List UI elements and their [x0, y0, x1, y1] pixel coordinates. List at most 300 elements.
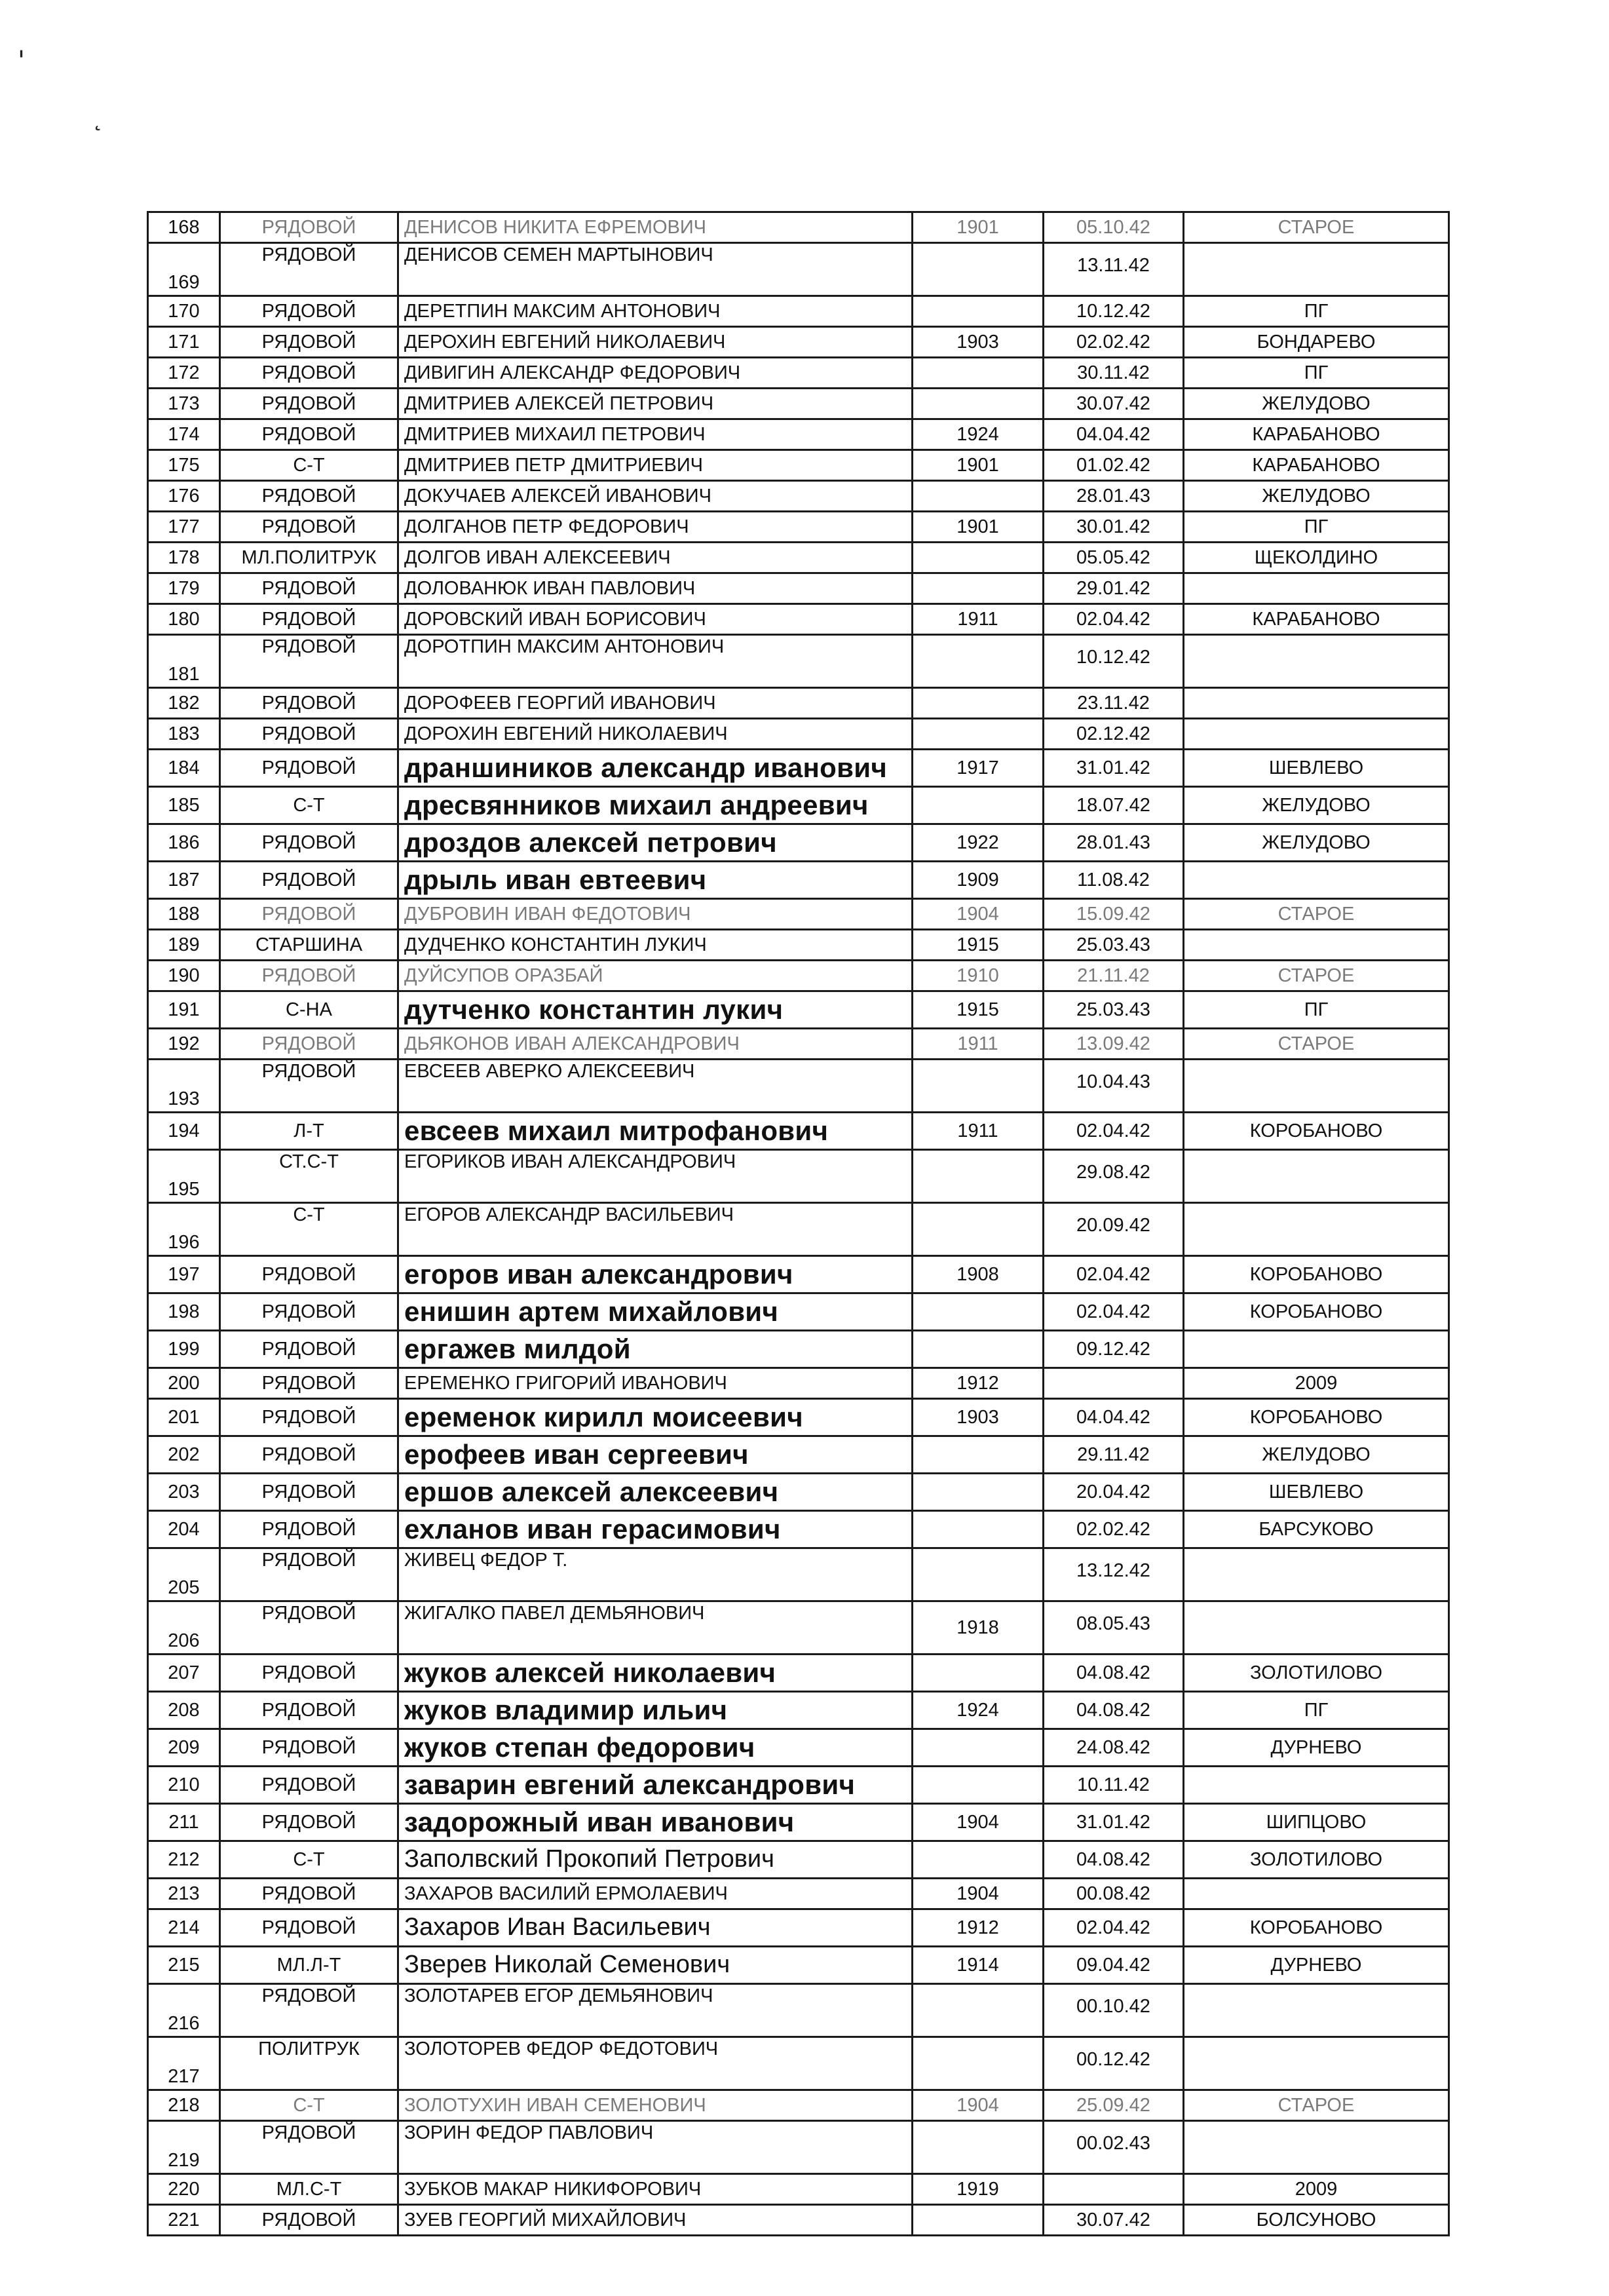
table-row [148, 1692, 1449, 1729]
row-number: 208 [148, 1692, 220, 1729]
row-number: 212 [148, 1841, 220, 1879]
place-cell [1184, 1060, 1449, 1113]
place-cell [1184, 2121, 1449, 2174]
table-row [148, 2090, 1449, 2121]
date-cell: 02.04.42 [1044, 604, 1184, 635]
table-row [148, 543, 1449, 573]
name-cell: ДМИТРИЕВ АЛЕКСЕЙ ПЕТРОВИЧ [398, 389, 913, 419]
table-row [148, 1150, 1449, 1203]
row-number: 216 [148, 1984, 220, 2037]
birth-year-cell: 1914 [913, 1947, 1044, 1984]
birth-year-cell: 1915 [913, 991, 1044, 1029]
row-number: 197 [148, 1256, 220, 1293]
row-number: 221 [148, 2205, 220, 2236]
rank-cell: РЯДОВОЙ [220, 512, 398, 543]
place-cell: ЖЕЛУДОВО [1184, 824, 1449, 862]
table-row [148, 1909, 1449, 1947]
rank-cell: РЯДОВОЙ [220, 719, 398, 750]
row-number: 181 [148, 635, 220, 688]
place-cell: ШЕВЛЕВО [1184, 750, 1449, 787]
table-row [148, 243, 1449, 296]
birth-year-cell [913, 1331, 1044, 1368]
rank-cell: РЯДОВОЙ [220, 750, 398, 787]
birth-year-cell: 1903 [913, 1399, 1044, 1436]
name-cell: ДОРОТПИН МАКСИМ АНТОНОВИЧ [398, 635, 913, 688]
scan-mark: ' [18, 46, 25, 76]
place-cell [1184, 930, 1449, 961]
rank-cell: РЯДОВОЙ [220, 1029, 398, 1060]
row-number: 203 [148, 1474, 220, 1511]
table-row [148, 1655, 1449, 1692]
name-cell: ДОЛГАНОВ ПЕТР ФЕДОРОВИЧ [398, 512, 913, 543]
name-cell: ДМИТРИЕВ МИХАИЛ ПЕТРОВИЧ [398, 419, 913, 450]
table-row [148, 327, 1449, 358]
name-cell: ДЕРОХИН ЕВГЕНИЙ НИКОЛАЕВИЧ [398, 327, 913, 358]
place-cell [1184, 1203, 1449, 1256]
date-cell: 31.01.42 [1044, 1804, 1184, 1841]
birth-year-cell [913, 1511, 1044, 1548]
place-cell: СТАРОЕ [1184, 961, 1449, 991]
table-row [148, 930, 1449, 961]
name-cell: ерофеев иван сергеевич [398, 1436, 913, 1474]
rank-cell: РЯДОВОЙ [220, 1984, 398, 2037]
row-number: 201 [148, 1399, 220, 1436]
place-cell [1184, 1879, 1449, 1909]
place-cell: КОРОБАНОВО [1184, 1909, 1449, 1947]
rank-cell: РЯДОВОЙ [220, 899, 398, 930]
birth-year-cell: 1912 [913, 1368, 1044, 1399]
date-cell: 02.02.42 [1044, 327, 1184, 358]
birth-year-cell: 1901 [913, 212, 1044, 243]
date-cell: 02.04.42 [1044, 1293, 1184, 1331]
row-number: 218 [148, 2090, 220, 2121]
birth-year-cell [913, 1841, 1044, 1879]
rank-cell: РЯДОВОЙ [220, 1293, 398, 1331]
place-cell: БАРСУКОВО [1184, 1511, 1449, 1548]
rank-cell: РЯДОВОЙ [220, 961, 398, 991]
name-cell: дресвянников михаил андреевич [398, 787, 913, 824]
row-number: 180 [148, 604, 220, 635]
place-cell: КОРОБАНОВО [1184, 1256, 1449, 1293]
row-number: 172 [148, 358, 220, 389]
rank-cell: РЯДОВОЙ [220, 1909, 398, 1947]
row-number: 190 [148, 961, 220, 991]
table-row [148, 1113, 1449, 1150]
table-row [148, 2037, 1449, 2090]
name-cell: ДЕНИСОВ СЕМЕН МАРТЫНОВИЧ [398, 243, 913, 296]
table-row [148, 419, 1449, 450]
name-cell: ЖИГАЛКО ПАВЕЛ ДЕМЬЯНОВИЧ [398, 1601, 913, 1655]
name-cell: Захаров Иван Васильевич [398, 1909, 913, 1947]
place-cell: СТАРОЕ [1184, 2090, 1449, 2121]
name-cell: Зверев Николай Семенович [398, 1947, 913, 1984]
row-number: 200 [148, 1368, 220, 1399]
rank-cell: РЯДОВОЙ [220, 573, 398, 604]
birth-year-cell: 1904 [913, 1804, 1044, 1841]
table-row [148, 1060, 1449, 1113]
rank-cell: РЯДОВОЙ [220, 327, 398, 358]
name-cell: жуков алексей николаевич [398, 1655, 913, 1692]
place-cell: ДУРНЕВО [1184, 1947, 1449, 1984]
table-row [148, 389, 1449, 419]
date-cell: 31.01.42 [1044, 750, 1184, 787]
place-cell [1184, 243, 1449, 296]
birth-year-cell: 1911 [913, 604, 1044, 635]
table-row [148, 1548, 1449, 1601]
name-cell: егоров иван александрович [398, 1256, 913, 1293]
name-cell: дутченко константин лукич [398, 991, 913, 1029]
date-cell: 10.11.42 [1044, 1767, 1184, 1804]
table-row [148, 1804, 1449, 1841]
table-row [148, 512, 1449, 543]
name-cell: ДОРОФЕЕВ ГЕОРГИЙ ИВАНОВИЧ [398, 688, 913, 719]
date-cell: 25.03.43 [1044, 991, 1184, 1029]
name-cell: ЖИВЕЦ ФЕДОР Т. [398, 1548, 913, 1601]
row-number: 189 [148, 930, 220, 961]
name-cell: ЕВСЕЕВ АВЕРКО АЛЕКСЕЕВИЧ [398, 1060, 913, 1113]
table-row [148, 450, 1449, 481]
row-number: 196 [148, 1203, 220, 1256]
date-cell: 29.11.42 [1044, 1436, 1184, 1474]
row-number: 184 [148, 750, 220, 787]
table-row [148, 1474, 1449, 1511]
rank-cell: РЯДОВОЙ [220, 2205, 398, 2236]
table-row [148, 2121, 1449, 2174]
place-cell: ПГ [1184, 991, 1449, 1029]
place-cell: КАРАБАНОВО [1184, 604, 1449, 635]
place-cell [1184, 688, 1449, 719]
date-cell: 25.03.43 [1044, 930, 1184, 961]
rank-cell: РЯДОВОЙ [220, 1548, 398, 1601]
rank-cell: РЯДОВОЙ [220, 1601, 398, 1655]
birth-year-cell [913, 1984, 1044, 2037]
row-number: 199 [148, 1331, 220, 1368]
rank-cell: РЯДОВОЙ [220, 1331, 398, 1368]
name-cell: ЗОЛОТОРЕВ ФЕДОР ФЕДОТОВИЧ [398, 2037, 913, 2090]
table-row [148, 212, 1449, 243]
name-cell: дроздов алексей петрович [398, 824, 913, 862]
place-cell: ПГ [1184, 1692, 1449, 1729]
rank-cell: РЯДОВОЙ [220, 419, 398, 450]
table-row [148, 1601, 1449, 1655]
row-number: 198 [148, 1293, 220, 1331]
date-cell: 29.01.42 [1044, 573, 1184, 604]
place-cell: ЩЕКОЛДИНО [1184, 543, 1449, 573]
birth-year-cell [913, 2037, 1044, 2090]
place-cell [1184, 1331, 1449, 1368]
place-cell [1184, 719, 1449, 750]
date-cell: 11.08.42 [1044, 862, 1184, 899]
date-cell: 24.08.42 [1044, 1729, 1184, 1767]
birth-year-cell: 1904 [913, 899, 1044, 930]
rank-cell: Л-Т [220, 1113, 398, 1150]
name-cell: ДЬЯКОНОВ ИВАН АЛЕКСАНДРОВИЧ [398, 1029, 913, 1060]
birth-year-cell: 1903 [913, 327, 1044, 358]
row-number: 207 [148, 1655, 220, 1692]
table-row [148, 358, 1449, 389]
rank-cell: МЛ.ПОЛИТРУК [220, 543, 398, 573]
place-cell: СТАРОЕ [1184, 1029, 1449, 1060]
table-row [148, 1511, 1449, 1548]
place-cell [1184, 1150, 1449, 1203]
rank-cell: С-Т [220, 1841, 398, 1879]
place-cell [1184, 1548, 1449, 1601]
place-cell [1184, 573, 1449, 604]
table-row [148, 862, 1449, 899]
date-cell: 21.11.42 [1044, 961, 1184, 991]
date-cell: 00.10.42 [1044, 1984, 1184, 2037]
date-cell: 29.08.42 [1044, 1150, 1184, 1203]
table-row [148, 1879, 1449, 1909]
name-cell: заварин евгений александрович [398, 1767, 913, 1804]
table-row [148, 787, 1449, 824]
birth-year-cell [913, 1767, 1044, 1804]
date-cell: 30.01.42 [1044, 512, 1184, 543]
table-row [148, 604, 1449, 635]
date-cell: 02.12.42 [1044, 719, 1184, 750]
birth-year-cell: 1911 [913, 1113, 1044, 1150]
row-number: 176 [148, 481, 220, 512]
place-cell: ПГ [1184, 512, 1449, 543]
rank-cell: РЯДОВОЙ [220, 1692, 398, 1729]
birth-year-cell [913, 787, 1044, 824]
place-cell: КОРОБАНОВО [1184, 1399, 1449, 1436]
name-cell: Заполвский Прокопий Петрович [398, 1841, 913, 1879]
table-row [148, 719, 1449, 750]
row-number: 205 [148, 1548, 220, 1601]
rank-cell: РЯДОВОЙ [220, 389, 398, 419]
table-row [148, 573, 1449, 604]
name-cell: ЗОРИН ФЕДОР ПАВЛОВИЧ [398, 2121, 913, 2174]
date-cell: 10.12.42 [1044, 296, 1184, 327]
row-number: 206 [148, 1601, 220, 1655]
date-cell: 13.12.42 [1044, 1548, 1184, 1601]
place-cell: БОЛСУНОВО [1184, 2205, 1449, 2236]
name-cell: ДУБРОВИН ИВАН ФЕДОТОВИЧ [398, 899, 913, 930]
table-row [148, 1293, 1449, 1331]
name-cell: ЗОЛОТУХИН ИВАН СЕМЕНОВИЧ [398, 2090, 913, 2121]
row-number: 177 [148, 512, 220, 543]
row-number: 213 [148, 1879, 220, 1909]
birth-year-cell [913, 1474, 1044, 1511]
place-cell: КОРОБАНОВО [1184, 1113, 1449, 1150]
rank-cell: РЯДОВОЙ [220, 1436, 398, 1474]
row-number: 185 [148, 787, 220, 824]
name-cell: еременок кирилл моисеевич [398, 1399, 913, 1436]
birth-year-cell: 1901 [913, 512, 1044, 543]
table-row [148, 1767, 1449, 1804]
row-number: 211 [148, 1804, 220, 1841]
table-row [148, 991, 1449, 1029]
rank-cell: РЯДОВОЙ [220, 1729, 398, 1767]
name-cell: ДМИТРИЕВ ПЕТР ДМИТРИЕВИЧ [398, 450, 913, 481]
date-cell: 10.12.42 [1044, 635, 1184, 688]
date-cell: 10.04.43 [1044, 1060, 1184, 1113]
row-number: 171 [148, 327, 220, 358]
place-cell: КАРАБАНОВО [1184, 450, 1449, 481]
date-cell: 04.08.42 [1044, 1692, 1184, 1729]
table-row [148, 1029, 1449, 1060]
row-number: 202 [148, 1436, 220, 1474]
birth-year-cell: 1904 [913, 2090, 1044, 2121]
place-cell [1184, 635, 1449, 688]
birth-year-cell: 1917 [913, 750, 1044, 787]
birth-year-cell: 1901 [913, 450, 1044, 481]
date-cell: 08.05.43 [1044, 1601, 1184, 1655]
birth-year-cell: 1922 [913, 824, 1044, 862]
birth-year-cell [913, 1655, 1044, 1692]
date-cell: 28.01.43 [1044, 824, 1184, 862]
place-cell: СТАРОЕ [1184, 212, 1449, 243]
birth-year-cell [913, 481, 1044, 512]
birth-year-cell [913, 243, 1044, 296]
birth-year-cell [913, 296, 1044, 327]
birth-year-cell [913, 719, 1044, 750]
place-cell: БОНДАРЕВО [1184, 327, 1449, 358]
table-row [148, 1947, 1449, 1984]
birth-year-cell: 1909 [913, 862, 1044, 899]
name-cell: ДЕНИСОВ НИКИТА ЕФРЕМОВИЧ [398, 212, 913, 243]
row-number: 169 [148, 243, 220, 296]
name-cell: ЗУБКОВ МАКАР НИКИФОРОВИЧ [398, 2174, 913, 2205]
birth-year-cell: 1908 [913, 1256, 1044, 1293]
date-cell: 09.04.42 [1044, 1947, 1184, 1984]
date-cell: 13.09.42 [1044, 1029, 1184, 1060]
place-cell [1184, 1984, 1449, 2037]
name-cell: жуков степан федорович [398, 1729, 913, 1767]
date-cell: 05.10.42 [1044, 212, 1184, 243]
rank-cell: МЛ.Л-Т [220, 1947, 398, 1984]
rank-cell: РЯДОВОЙ [220, 1511, 398, 1548]
birth-year-cell [913, 1729, 1044, 1767]
rank-cell: РЯДОВОЙ [220, 212, 398, 243]
rank-cell: РЯДОВОЙ [220, 358, 398, 389]
row-number: 191 [148, 991, 220, 1029]
place-cell: ЖЕЛУДОВО [1184, 389, 1449, 419]
name-cell: ЗУЕВ ГЕОРГИЙ МИХАЙЛОВИЧ [398, 2205, 913, 2236]
row-number: 217 [148, 2037, 220, 2090]
name-cell: ЕГОРОВ АЛЕКСАНДР ВАСИЛЬЕВИЧ [398, 1203, 913, 1256]
name-cell: ДОРОВСКИЙ ИВАН БОРИСОВИЧ [398, 604, 913, 635]
birth-year-cell [913, 1060, 1044, 1113]
rank-cell: СТАРШИНА [220, 930, 398, 961]
date-cell: 00.08.42 [1044, 1879, 1184, 1909]
place-cell: 2009 [1184, 1368, 1449, 1399]
row-number: 193 [148, 1060, 220, 1113]
row-number: 220 [148, 2174, 220, 2205]
rank-cell: РЯДОВОЙ [220, 2121, 398, 2174]
birth-year-cell [913, 2205, 1044, 2236]
rank-cell: РЯДОВОЙ [220, 1368, 398, 1399]
date-cell: 05.05.42 [1044, 543, 1184, 573]
row-number: 179 [148, 573, 220, 604]
table-row [148, 1729, 1449, 1767]
birth-year-cell: 1919 [913, 2174, 1044, 2205]
rank-cell: РЯДОВОЙ [220, 604, 398, 635]
row-number: 186 [148, 824, 220, 862]
birth-year-cell [913, 1436, 1044, 1474]
date-cell: 13.11.42 [1044, 243, 1184, 296]
place-cell: ЖЕЛУДОВО [1184, 787, 1449, 824]
table-row [148, 824, 1449, 862]
rank-cell: РЯДОВОЙ [220, 635, 398, 688]
row-number: 183 [148, 719, 220, 750]
rank-cell: МЛ.С-Т [220, 2174, 398, 2205]
row-number: 194 [148, 1113, 220, 1150]
date-cell: 00.12.42 [1044, 2037, 1184, 2090]
name-cell: ехланов иван герасимович [398, 1511, 913, 1548]
table-row [148, 1841, 1449, 1879]
rank-cell: РЯДОВОЙ [220, 1804, 398, 1841]
date-cell: 04.08.42 [1044, 1841, 1184, 1879]
date-cell: 30.11.42 [1044, 358, 1184, 389]
place-cell: ЗОЛОТИЛОВО [1184, 1655, 1449, 1692]
birth-year-cell: 1911 [913, 1029, 1044, 1060]
date-cell [1044, 1368, 1184, 1399]
birth-year-cell [913, 1150, 1044, 1203]
birth-year-cell [913, 389, 1044, 419]
place-cell: СТАРОЕ [1184, 899, 1449, 930]
row-number: 170 [148, 296, 220, 327]
birth-year-cell [913, 1548, 1044, 1601]
name-cell: ергажев милдой [398, 1331, 913, 1368]
row-number: 215 [148, 1947, 220, 1984]
name-cell: ДОКУЧАЕВ АЛЕКСЕЙ ИВАНОВИЧ [398, 481, 913, 512]
rank-cell: РЯДОВОЙ [220, 1399, 398, 1436]
name-cell: евсеев михаил митрофанович [398, 1113, 913, 1150]
place-cell: КАРАБАНОВО [1184, 419, 1449, 450]
birth-year-cell: 1918 [913, 1601, 1044, 1655]
row-number: 187 [148, 862, 220, 899]
name-cell: драншиников александр иванович [398, 750, 913, 787]
table-row [148, 1399, 1449, 1436]
date-cell: 09.12.42 [1044, 1331, 1184, 1368]
name-cell: ЕРЕМЕНКО ГРИГОРИЙ ИВАНОВИЧ [398, 1368, 913, 1399]
name-cell: задорожный иван иванович [398, 1804, 913, 1841]
row-number: 188 [148, 899, 220, 930]
place-cell [1184, 862, 1449, 899]
name-cell: ДОЛОВАНЮК ИВАН ПАВЛОВИЧ [398, 573, 913, 604]
place-cell: ЖЕЛУДОВО [1184, 481, 1449, 512]
date-cell: 30.07.42 [1044, 2205, 1184, 2236]
row-number: 192 [148, 1029, 220, 1060]
name-cell: ДОЛГОВ ИВАН АЛЕКСЕЕВИЧ [398, 543, 913, 573]
row-number: 210 [148, 1767, 220, 1804]
table-row [148, 1256, 1449, 1293]
date-cell: 20.04.42 [1044, 1474, 1184, 1511]
birth-year-cell [913, 358, 1044, 389]
place-cell: ДУРНЕВО [1184, 1729, 1449, 1767]
birth-year-cell [913, 2121, 1044, 2174]
birth-year-cell: 1912 [913, 1909, 1044, 1947]
name-cell: ЗАХАРОВ ВАСИЛИЙ ЕРМОЛАЕВИЧ [398, 1879, 913, 1909]
place-cell: ШИПЦОВО [1184, 1804, 1449, 1841]
date-cell: 02.02.42 [1044, 1511, 1184, 1548]
table-row [148, 635, 1449, 688]
scan-mark: ˛ [92, 105, 104, 132]
name-cell: енишин артем михайлович [398, 1293, 913, 1331]
place-cell: ЖЕЛУДОВО [1184, 1436, 1449, 1474]
rank-cell: РЯДОВОЙ [220, 1767, 398, 1804]
birth-year-cell: 1910 [913, 961, 1044, 991]
row-number: 173 [148, 389, 220, 419]
casualty-roster-table [147, 211, 1450, 2236]
rank-cell: С-Т [220, 1203, 398, 1256]
table-row [148, 1331, 1449, 1368]
table-row [148, 2205, 1449, 2236]
place-cell [1184, 2037, 1449, 2090]
birth-year-cell [913, 1293, 1044, 1331]
